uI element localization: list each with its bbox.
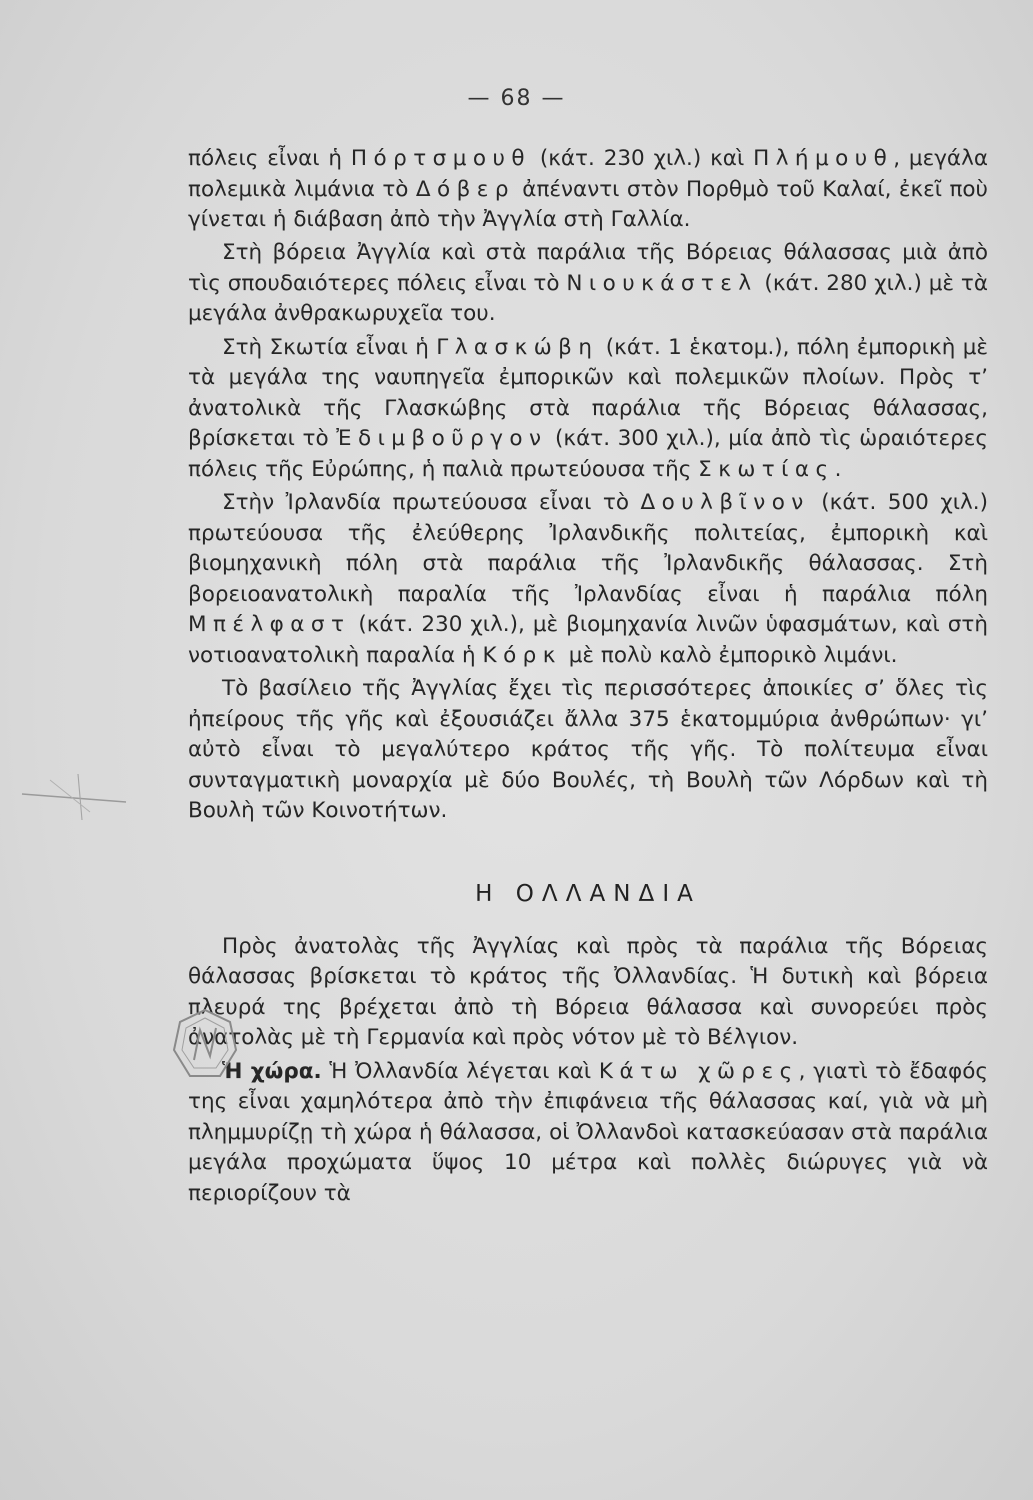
text-run: , γιατὶ τὸ ἔδαφός της εἶναι χαμηλότερα ἀπὸ τὴν ἐπιφάνεια τῆς θάλασσας καί, γιὰ νὰ μὴ πλημμυρίζῃ τὴ χώρα ἡ θάλασσα, οἱ Ὀλλανδοὶ κατασκεύασαν στὰ παράλια μεγάλα προχώματα ὕψος 10 μέτρα καὶ πολλὲς διώρυγες γιὰ νὰ περιορίζουν τὰ: [188, 1058, 989, 1206]
place-name: Κόρκ: [482, 643, 562, 668]
text-run: Στὴ Σκωτία εἶναι ἡ: [222, 334, 437, 360]
text-run: μὲ πολὺ καλὸ ἐμπορικὸ λιμάνι.: [561, 643, 898, 668]
paragraph-6: [188, 932, 988, 1054]
text-run: Ἡ Ὀλλανδία λέγεται καὶ: [321, 1058, 599, 1084]
paragraph-7: [188, 1057, 988, 1210]
paragraph-lead: Ἡ χώρα.: [222, 1058, 322, 1084]
text-run: (κάτ. 1 ἑκατομ.), πόλη ἐμπορικὴ μὲ τὰ μεγάλα της ναυπηγεῖα ἐμπορικῶν καὶ πολεμικῶν πλοίων. Πρὸς τ’ ἀνατολικὰ τῆς Γλασκώβης στὰ παράλια τῆς Βόρειας θάλασσας, βρίσκεται τὸ: [188, 334, 988, 452]
paragraph-3: [188, 333, 988, 486]
paragraph-4: [188, 488, 988, 672]
text-run: (κάτ. 280 χιλ.) μὲ τὰ μεγάλα ἀνθρακωρυχεῖα του.: [188, 270, 989, 327]
text-run: Στὴν Ἰρλανδία πρωτεύουσα εἶναι τὸ: [222, 490, 641, 516]
place-name: Πλήμουθ: [753, 146, 894, 171]
pencil-scratch-icon: [20, 772, 130, 822]
text-run: ἀπέναντι στὸν Πορθμὸ τοῦ Καλαί, ἐκεῖ ποὺ γίνεται ἡ διάβαση ἀπὸ τὴν Ἀγγλία στὴ Γαλλία.: [188, 176, 988, 233]
text-run: (κάτ. 300 χιλ.), μία ἀπὸ τὶς ὡραιότερες πόλεις τῆς Εὐρώπης, ἡ παλιὰ πρωτεύουσα τῆς: [188, 426, 988, 482]
paragraph-1: [188, 144, 988, 236]
text-run: .: [834, 456, 842, 482]
library-stamp-icon: [170, 1006, 240, 1082]
place-name: Δόβερ: [415, 176, 515, 202]
section-heading: Η ΟΛΛΑΝΔΙΑ: [475, 881, 701, 908]
text-run: Πρὸς ἀνατολὰς τῆς Ἀγγλίας καὶ πρὸς τὰ παράλια τῆς Βόρειας θάλασσας βρίσκεται τὸ κράτος τῆς Ὀλλανδίας. Ἡ δυτικὴ καὶ βόρεια πλευρά της βρέχεται ἀπὸ τὴ Βόρεια θάλασσα καὶ συνορεύει πρὸς ἀνατολὰς μὲ τὴ Γερμανία καὶ πρὸς νότον μὲ τὸ Βέλγιον.: [188, 933, 988, 1051]
paragraph-5: [188, 674, 988, 827]
place-name: Ἐδιμβοῦργον: [336, 426, 548, 452]
text-run: (κάτ. 230 χιλ.), μὲ βιομηχανία λινῶν ὑφασμάτων, καὶ στὴ νοτιοανατολικὴ παραλία ἡ: [188, 612, 988, 668]
text-run: (κάτ. 500 χιλ.) πρωτεύουσα τῆς ἐλεύθερης Ἰρλανδικῆς πολιτείας, ἐμπορικὴ καὶ βιομηχανικὴ πόλη στὰ παράλια τῆς Ἰρλανδικῆς θάλασσας. Στὴ βορειοανατολικὴ παραλία τῆς Ἰρλανδίας εἶναι ἡ παράλια πόλη: [188, 490, 988, 607]
place-name: Δουλβῖνον: [640, 490, 810, 516]
place-name: Πόρτσμουθ: [350, 146, 531, 171]
place-name: Γλασκώβη: [436, 334, 599, 360]
place-name: Μπέλφαστ: [188, 612, 351, 638]
text-run: πόλεις εἶναι ἡ: [188, 146, 351, 171]
text-run: , μεγάλα πολεμικὰ λιμάνια τὸ: [188, 146, 988, 202]
page-number: — 68 —: [467, 86, 566, 111]
text-column: [188, 144, 988, 1212]
place-name: Σκωτίας: [698, 456, 835, 482]
text-run: Στὴ βόρεια Ἀγγλία καὶ στὰ παράλια τῆς Βόρειας θάλασσας μιὰ ἀπὸ τὶς σπουδαιότερες πόλεις εἶναι τὸ: [188, 240, 988, 296]
text-run: Τὸ βασίλειο τῆς Ἀγγλίας ἔχει τὶς περισσότερες ἀποικίες σ’ ὅλες τὶς ἠπείρους τῆς γῆς καὶ ἐξουσιάζει ἄλλα 375 ἑκατομμύρια ἀνθρώπων· γι’ αὐτὸ εἶναι τὸ μεγαλύτερο κράτος τῆς γῆς. Τὸ πολίτευμα εἶναι συνταγματικὴ μοναρχία μὲ δύο Βουλές, τὴ Βουλὴ τῶν Λόρδων καὶ τὴ Βουλὴ τῶν Κοινοτήτων.: [188, 676, 988, 824]
place-name: Κάτω χῶρες: [598, 1058, 799, 1084]
place-name: Νιουκάστελ: [566, 270, 758, 296]
paragraph-2: [188, 238, 988, 330]
text-run: (κάτ. 230 χιλ.) καὶ: [530, 146, 754, 171]
